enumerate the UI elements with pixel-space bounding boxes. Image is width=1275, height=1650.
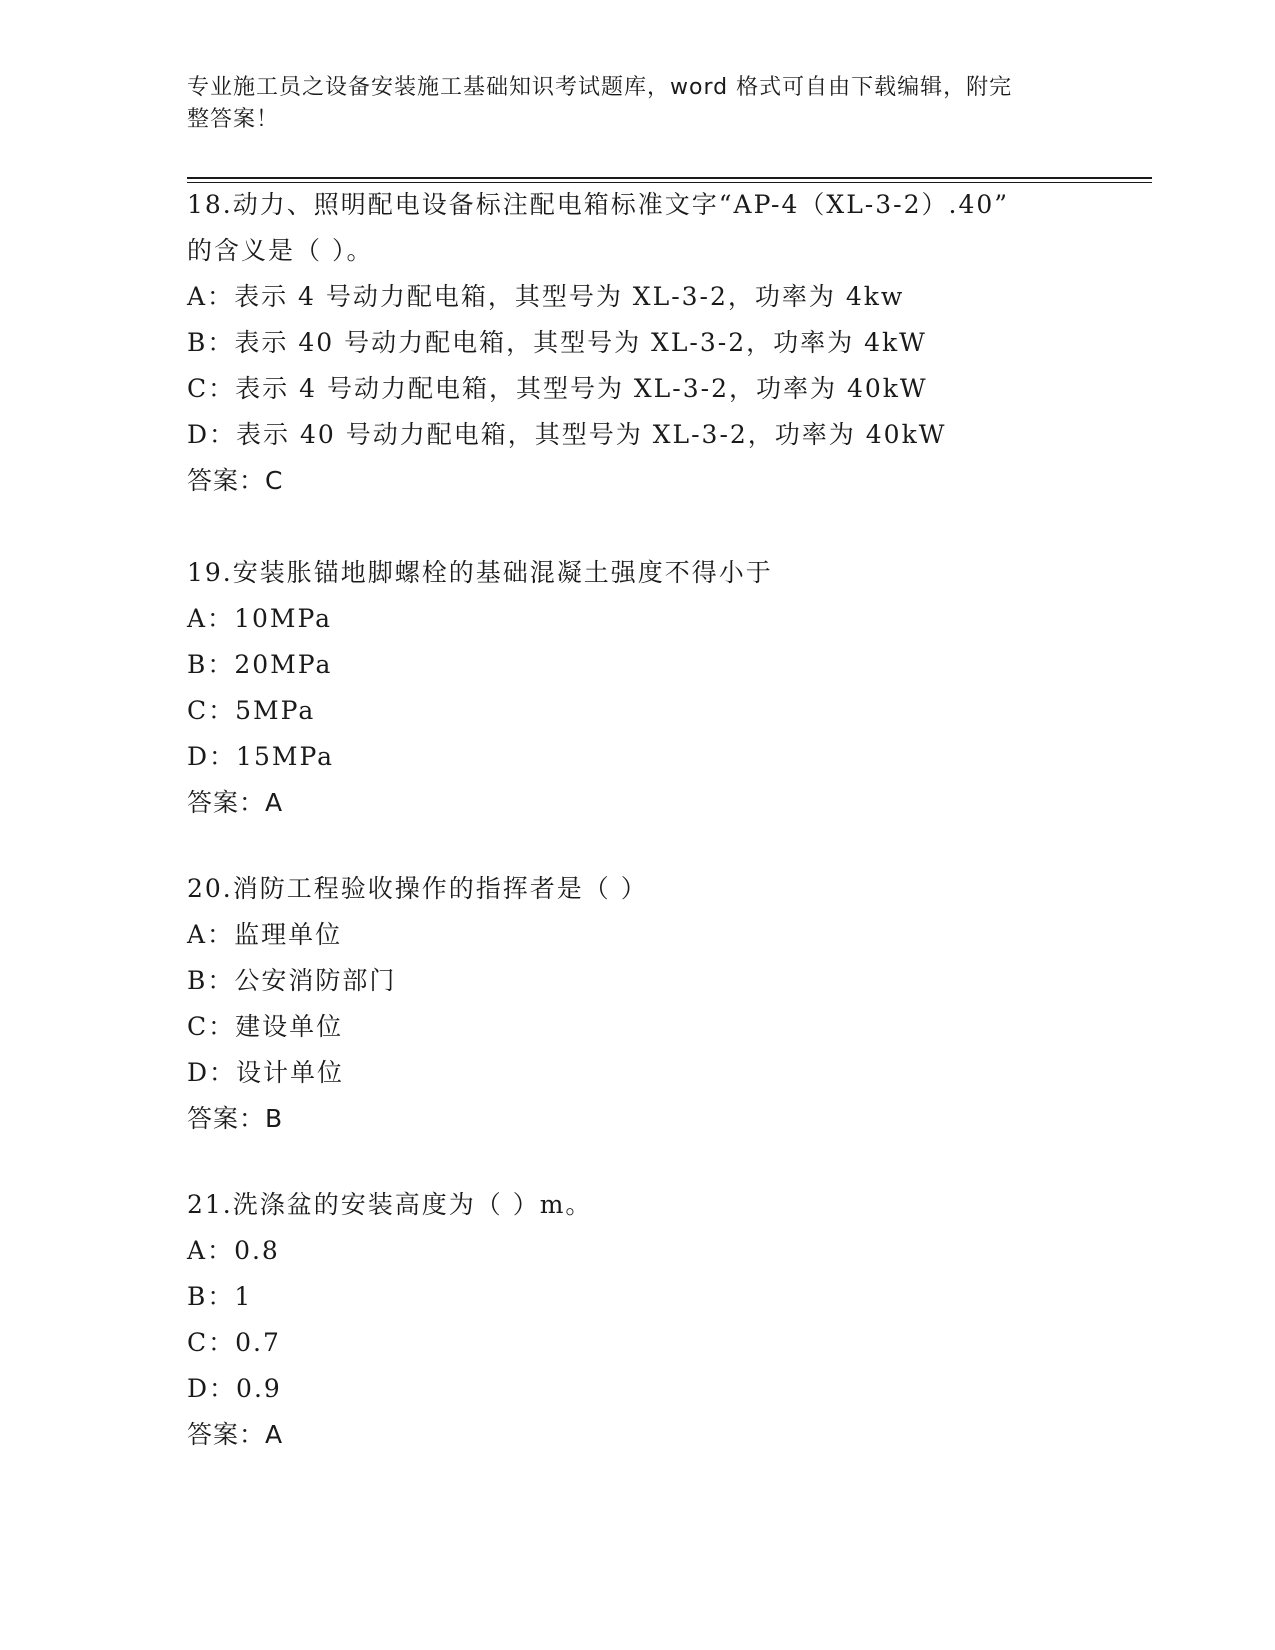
option-c <box>187 1012 1087 1058</box>
answer-line: 答案：C <box>187 466 284 495</box>
option-label: D： <box>187 742 237 771</box>
option-label: C： <box>187 1328 236 1357</box>
option-c <box>187 1328 1087 1374</box>
document-header <box>187 72 1067 136</box>
option-text: 20MPa <box>234 650 333 679</box>
option-label: C： <box>187 696 236 725</box>
option-text: 0.9 <box>236 1374 282 1403</box>
header-line-2: 整答案！ <box>187 107 280 132</box>
option-label: B： <box>187 966 235 995</box>
option-text: 0.7 <box>235 1328 281 1357</box>
option-label: A： <box>187 920 235 949</box>
option-d <box>187 1058 1087 1104</box>
option-label: D： <box>187 420 237 449</box>
option-label: C： <box>187 1012 236 1041</box>
option-label: A： <box>187 1236 235 1265</box>
question-18 <box>187 190 1087 512</box>
option-text: 表示 40 号动力配电箱，其型号为 XL-3-2，功率为 40kW <box>236 420 947 449</box>
option-a <box>187 920 1087 966</box>
option-d <box>187 420 1087 466</box>
answer-line: 答案：B <box>187 1104 284 1133</box>
option-b <box>187 328 1087 374</box>
question-stem-continued: 的含义是（ ）。 <box>187 236 374 265</box>
question-stem: 20.消防工程验收操作的指挥者是（ ） <box>187 874 648 903</box>
option-text: 表示 4 号动力配电箱，其型号为 XL-3-2，功率为 40kW <box>235 374 928 403</box>
option-label: B： <box>187 650 235 679</box>
option-text: 设计单位 <box>236 1058 345 1087</box>
answer-line: 答案：A <box>187 788 284 817</box>
option-d <box>187 742 1087 788</box>
option-text: 监理单位 <box>234 920 343 949</box>
option-label: B： <box>187 328 235 357</box>
option-text: 公安消防部门 <box>234 966 397 995</box>
option-c <box>187 374 1087 420</box>
option-b <box>187 1282 1087 1328</box>
option-label: B： <box>187 1282 235 1311</box>
option-b <box>187 650 1087 696</box>
option-text: 10MPa <box>234 604 333 633</box>
option-b <box>187 966 1087 1012</box>
option-text: 15MPa <box>236 742 335 771</box>
option-text: 0.8 <box>234 1236 280 1265</box>
option-label: A： <box>187 282 235 311</box>
question-20 <box>187 874 1087 1150</box>
question-stem: 19.安装胀锚地脚螺栓的基础混凝土强度不得小于 <box>187 558 773 587</box>
question-19 <box>187 558 1087 834</box>
question-stem: 18.动力、照明配电设备标注配电箱标准文字“AP-4（XL-3-2）.40” <box>187 190 1010 219</box>
question-stem: 21.洗涤盆的安装高度为（ ）m。 <box>187 1190 593 1219</box>
option-text: 建设单位 <box>235 1012 344 1041</box>
option-c <box>187 696 1087 742</box>
option-label: C： <box>187 374 236 403</box>
option-label: D： <box>187 1058 237 1087</box>
question-21 <box>187 1190 1087 1466</box>
option-label: D： <box>187 1374 237 1403</box>
option-text: 表示 40 号动力配电箱，其型号为 XL-3-2，功率为 4kW <box>234 328 927 357</box>
option-a <box>187 282 1087 328</box>
header-divider-thin <box>187 182 1152 183</box>
header-line-1: 专业施工员之设备安装施工基础知识考试题库，word 格式可自由下载编辑，附完 <box>187 75 1013 100</box>
option-text: 1 <box>234 1282 253 1311</box>
option-label: A： <box>187 604 235 633</box>
option-text: 表示 4 号动力配电箱，其型号为 XL-3-2，功率为 4kw <box>234 282 905 311</box>
option-d <box>187 1374 1087 1420</box>
option-a <box>187 1236 1087 1282</box>
header-divider-thick <box>187 177 1152 179</box>
option-text: 5MPa <box>235 696 316 725</box>
answer-line: 答案：A <box>187 1420 284 1449</box>
option-a <box>187 604 1087 650</box>
